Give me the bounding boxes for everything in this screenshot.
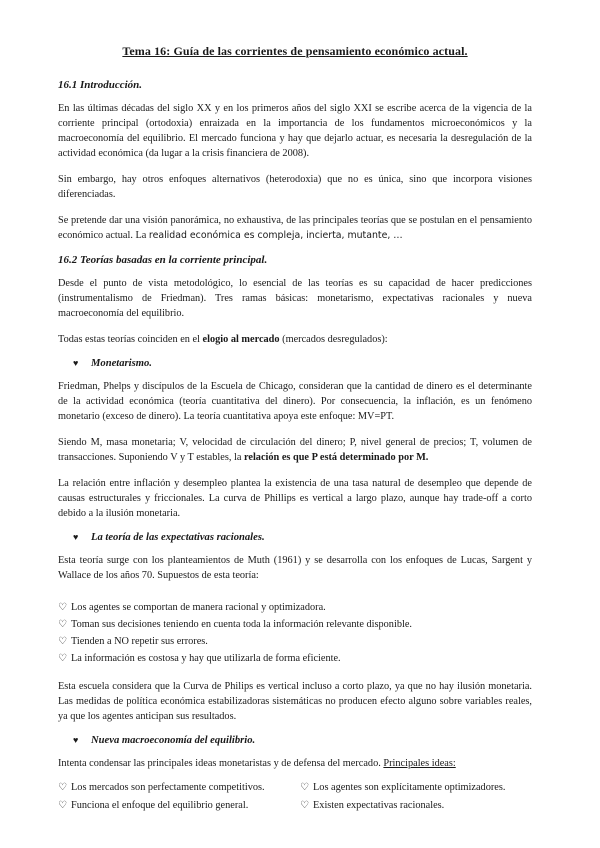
expectativas-heading-text: La teoría de las expectativas racionales. <box>91 532 265 543</box>
list-item: ♡ Los mercados son perfectamente competitivos. <box>58 779 290 797</box>
nueva-p1-underlined: Principales ideas: <box>383 758 456 769</box>
mainstream-p2-bold: elogio al mercado <box>202 334 280 345</box>
nueva-p1-text: Intenta condensar las principales ideas monetaristas y de defensa del mercado. <box>58 758 384 769</box>
intro-paragraph-3 <box>58 213 532 243</box>
heart-outline-icon: ♡ <box>58 619 67 630</box>
expectativas-heading <box>73 532 532 543</box>
expectativas-paragraph-2: Esta escuela considera que la Curva de Philips es vertical incluso a corto plazo, ya que no hay ilusión monetaria. Las medidas de política económica estabilizadoras sistemáticas no producen efecto alguno sobre variables reales, ya que los agentes anticipan sus resultados. <box>58 681 532 722</box>
expectativas-list <box>58 599 532 667</box>
list-item: ♡ Funciona el enfoque del equilibrio general. <box>58 797 290 815</box>
list-item: ♡ Existen expectativas racionales. <box>300 797 532 815</box>
list-item: ♡ Toman sus decisiones teniendo en cuenta toda la información relevante disponible. <box>58 616 532 633</box>
section-heading-mainstream: 16.2 Teorías basadas en la corriente principal. <box>58 254 268 266</box>
section-heading-intro: 16.1 Introducción. <box>58 79 143 91</box>
heart-bullet-icon: ♥ <box>73 735 79 745</box>
heart-bullet-icon: ♥ <box>73 532 79 542</box>
nueva-ideas-columns <box>58 779 532 815</box>
mainstream-p2-text: Todas estas teorías coinciden en el <box>58 334 203 345</box>
monetarismo-paragraph-2 <box>58 435 532 465</box>
monetarismo-heading <box>73 358 532 369</box>
nueva-ideas-right <box>290 779 532 815</box>
monetarismo-p2-text: Siendo M, masa monetaria; V, velocidad de circulación del dinero; P, nivel general de precios; T, volumen de transacciones. Suponiendo V y T estables, la <box>58 437 532 463</box>
list-item: ♡ Los agentes son explícitamente optimizadores. <box>300 779 532 797</box>
heart-outline-icon: ♡ <box>58 800 67 811</box>
nueva-ideas-left <box>58 779 290 815</box>
list-item: ♡ La información es costosa y hay que utilizarla de forma eficiente. <box>58 650 532 667</box>
monetarismo-paragraph-1: Friedman, Phelps y discípulos de la Escuela de Chicago, consideran que la cantidad de dinero es el determinante de la actividad económica (teoría cuantitativa del dinero). Por consecuencia, la inflación, es un fenómeno monetario (exceso de dinero). La teoría cuantitativa apoya este enfoque: MV=PT. <box>58 381 532 422</box>
nueva-heading-text: Nueva macroeconomía del equilibrio. <box>91 735 256 746</box>
document-page <box>58 44 532 815</box>
monetarismo-heading-text: Monetarismo. <box>91 358 152 369</box>
heart-bullet-icon: ♥ <box>73 358 79 368</box>
heart-outline-icon: ♡ <box>300 800 309 811</box>
list-item: ♡ Tienden a NO repetir sus errores. <box>58 633 532 650</box>
monetarismo-p2-bold: relación es que P está determinado por M. <box>243 452 429 463</box>
nueva-heading <box>73 735 532 746</box>
intro-paragraph-1: En las últimas décadas del siglo XX y en los primeros años del siglo XXI se escribe acerca de la vigencia de la corriente principal (ortodoxia) enraizada en la importancia de los fundamentos microeconómicos y la macroeconomía del equilibrio. El mercado funciona y hay que dejarlo actuar, es necesaria la desregulación de la actividad económica (da lugar a la crisis financiera de 2008). <box>58 103 532 159</box>
intro-p3-text: Se pretende dar una visión panorámica, no exhaustiva, de las principales teorías que se postulan en el pensamiento económico actual. La <box>58 215 532 241</box>
mainstream-paragraph-2 <box>58 332 532 347</box>
heart-outline-icon: ♡ <box>58 636 67 647</box>
intro-paragraph-2: Sin embargo, hay otros enfoques alternativos (heterodoxia) que no es única, sino que incorpora visiones diferenciadas. <box>58 174 532 200</box>
list-item: ♡ Los agentes se comportan de manera racional y optimizadora. <box>58 599 532 616</box>
mainstream-p2-tail: (mercados desregulados): <box>279 334 388 345</box>
heart-outline-icon: ♡ <box>58 653 67 664</box>
heart-outline-icon: ♡ <box>58 602 67 613</box>
intro-p3-emphasis: realidad económica es compleja, incierta, mutante, … <box>148 230 403 241</box>
mainstream-paragraph-1: Desde el punto de vista metodológico, lo esencial de las teorías es su capacidad de hacer predicciones (instrumentalismo de Friedman). Tres ramas básicas: monetarismo, expectativas racionales y nueva macroeconomía del equilibrio. <box>58 278 532 319</box>
document-title: Tema 16: Guía de las corrientes de pensamiento económico actual. <box>122 44 468 58</box>
monetarismo-paragraph-3: La relación entre inflación y desempleo plantea la existencia de una tasa natural de desempleo que depende de causas estructurales y friccionales. La curva de Phillips es vertical a largo plazo, aunque hay trade-off a corto debido a la ilusión monetaria. <box>58 478 532 519</box>
expectativas-paragraph-1: Esta teoría surge con los planteamientos de Muth (1961) y se desarrolla con los enfoques de Lucas, Sargent y Wallace de los años 70. Supuestos de esta teoría: <box>58 555 532 581</box>
heart-outline-icon: ♡ <box>300 782 309 793</box>
nueva-paragraph-1 <box>58 756 532 771</box>
heart-outline-icon: ♡ <box>58 782 67 793</box>
